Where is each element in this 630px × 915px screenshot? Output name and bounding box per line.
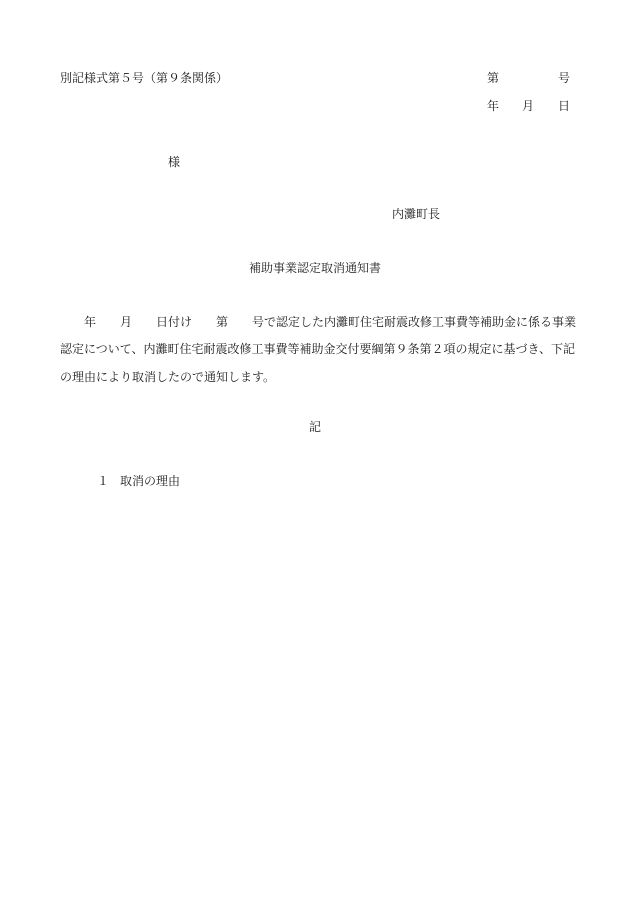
record-heading: 記: [308, 420, 321, 434]
item-number: １: [97, 474, 110, 488]
document-number-prefix: 第: [487, 71, 500, 85]
body-line: の理由により取消したので通知します。: [60, 370, 276, 384]
form-number: 別記様式第５号（第９条関係）: [60, 71, 229, 85]
sender-name: 内灘町長: [392, 207, 441, 221]
document-number-suffix: 号: [558, 71, 571, 85]
date-day-label: 日: [558, 99, 571, 113]
body-line: 年 月 日付け 第 号で認定した内灘町住宅耐震改修工事費等補助金に係る事業: [84, 315, 577, 329]
body-line: 認定について、内灘町住宅耐震改修工事費等補助金交付要綱第９条第２項の規定に基づき、下記: [60, 342, 576, 356]
date-month-label: 月: [522, 99, 535, 113]
item-label: 取消の理由: [120, 474, 181, 488]
document-title: 補助事業認定取消通知書: [248, 261, 381, 275]
date-year-label: 年: [487, 99, 500, 113]
addressee-honorific: 様: [168, 155, 181, 169]
